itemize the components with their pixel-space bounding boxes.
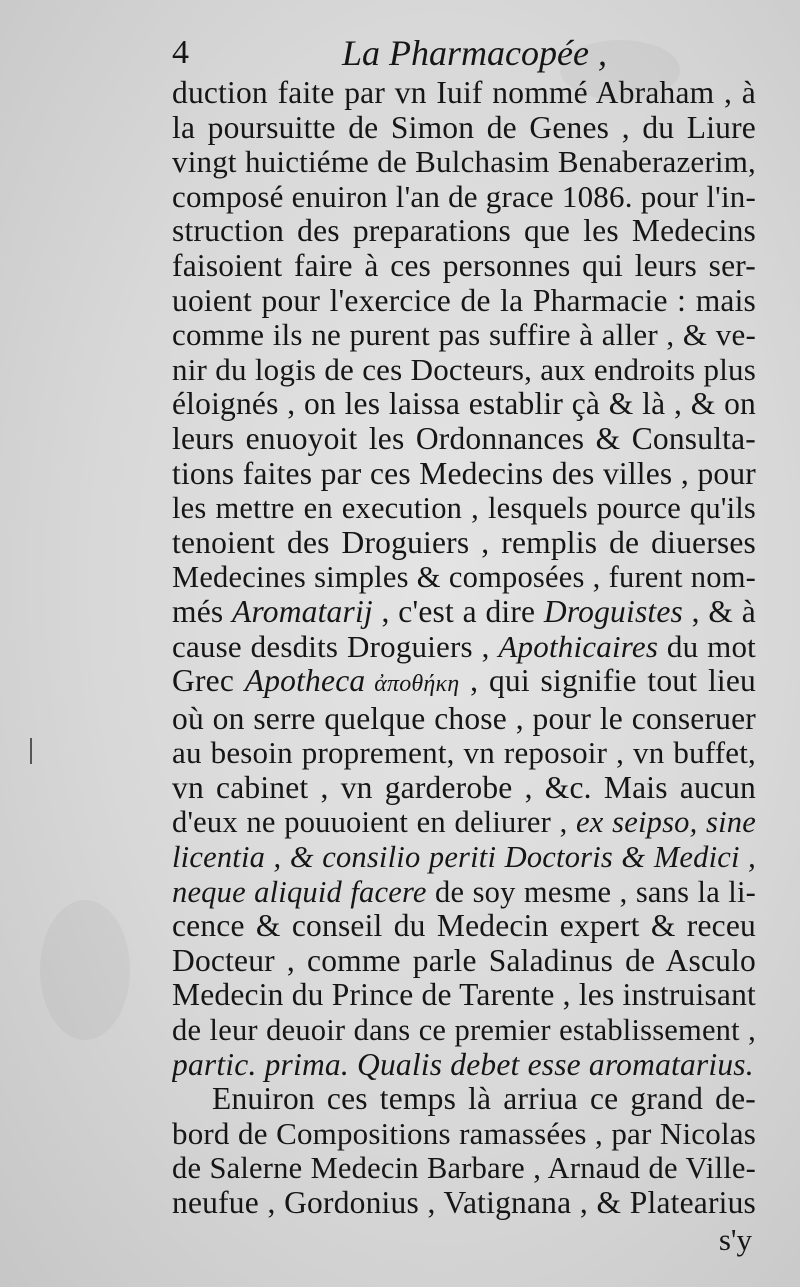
text-line: tenoient des Droguiers , remplis de diuerses [172, 525, 756, 560]
text-line [172, 1048, 756, 1083]
text-line: vn cabinet , vn garderobe , &c. Mais aucun [172, 770, 756, 805]
text-line: les mettre en execution , lesquels pource qu'ils [172, 491, 756, 526]
running-title: La Pharmacopée , [342, 33, 607, 73]
text-line: uoient pour l'exercice de la Pharmacie : mais [172, 283, 756, 318]
italic-latin: ex seipso, sine [576, 805, 756, 840]
margin-mark [30, 738, 32, 764]
text-line: Medecines simples & composées , furent nom- [172, 560, 756, 595]
text-run: du mot [658, 629, 756, 664]
text-run: , qui signifie tout lieu [459, 664, 756, 699]
text-line: où on serre quelque chose , pour le conseruer [172, 701, 756, 736]
italic-latin: licentia , & consilio periti Doctoris & Medici , [172, 840, 756, 875]
text-run: , & à [683, 594, 756, 629]
text-line: bord de Compositions ramassées , par Nicolas [172, 1116, 756, 1151]
text-line [172, 664, 756, 702]
text-line: comme ils ne purent pas suffire à aller , & ve- [172, 318, 756, 353]
italic-latin: partic. prima. Qualis debet esse aromatarius. [172, 1047, 754, 1082]
text-line: composé enuiron l'an de grace 1086. pour l'in- [172, 179, 756, 214]
text-run: d'eux ne pouuoient en deliurer , [172, 805, 577, 840]
text-line: éloignés , on les laissa establir çà & là , & on [172, 387, 756, 422]
text-run: cause desdits Droguiers , [172, 629, 499, 664]
text-line: de Salerne Medecin Barbare , Arnaud de Ville- [172, 1151, 756, 1186]
text-line: cence & conseil du Medecin expert & receu [172, 909, 756, 944]
text-line [172, 805, 756, 840]
text-run: Grec [172, 664, 245, 699]
text-line: duction faite par vn Iuif nommé Abraham , à [172, 76, 756, 110]
text-line: tions faites par ces Medecins des villes , pour [172, 456, 756, 491]
text-line: vingt huictiéme de Bulchasim Benaberazerim, [172, 145, 756, 180]
text-line: au besoin proprement, vn reposoir , vn buffet, [172, 736, 756, 771]
text-line [172, 595, 756, 630]
text-line: neufue , Gordonius , Vatignana , & Platearius [172, 1186, 756, 1220]
page-number: 4 [172, 34, 189, 71]
paper-stain [40, 900, 130, 1040]
body-text [172, 76, 756, 1221]
text-line [172, 630, 756, 665]
greek-term: ἀποθήκη [365, 671, 460, 698]
italic-term: Apotheca [244, 664, 366, 699]
italic-term: Aromatarij [232, 594, 373, 629]
italic-latin: neque aliquid facere [172, 874, 427, 909]
text-line: faisoient faire à ces personnes qui leurs ser- [172, 248, 756, 283]
italic-term: Droguistes [543, 594, 683, 629]
text-line: nir du logis de ces Docteurs, aux endroits plus [172, 352, 756, 387]
text-line: leurs enuoyoit les Ordonnances & Consulta- [172, 421, 756, 456]
text-run: , c'est a dire [372, 594, 544, 629]
text-run: de soy mesme , sans la li- [426, 874, 756, 909]
text-line: Medecin du Prince de Tarente , les instruisant [172, 978, 756, 1013]
text-line: de leur deuoir dans ce premier establissement , [172, 1013, 756, 1048]
text-line: la poursuitte de Simon de Genes , du Liure [172, 110, 756, 145]
italic-term: Apothicaires [498, 629, 659, 664]
text-line [172, 875, 756, 910]
text-line: struction des preparations que les Medecins [172, 214, 756, 249]
text-line [172, 840, 756, 875]
text-run: més [172, 594, 233, 629]
text-line: Enuiron ces temps là arriua ce grand de- [212, 1082, 756, 1117]
text-line: Docteur , comme parle Saladinus de Asculo [172, 943, 756, 978]
catchword: s'y [718, 1222, 752, 1257]
